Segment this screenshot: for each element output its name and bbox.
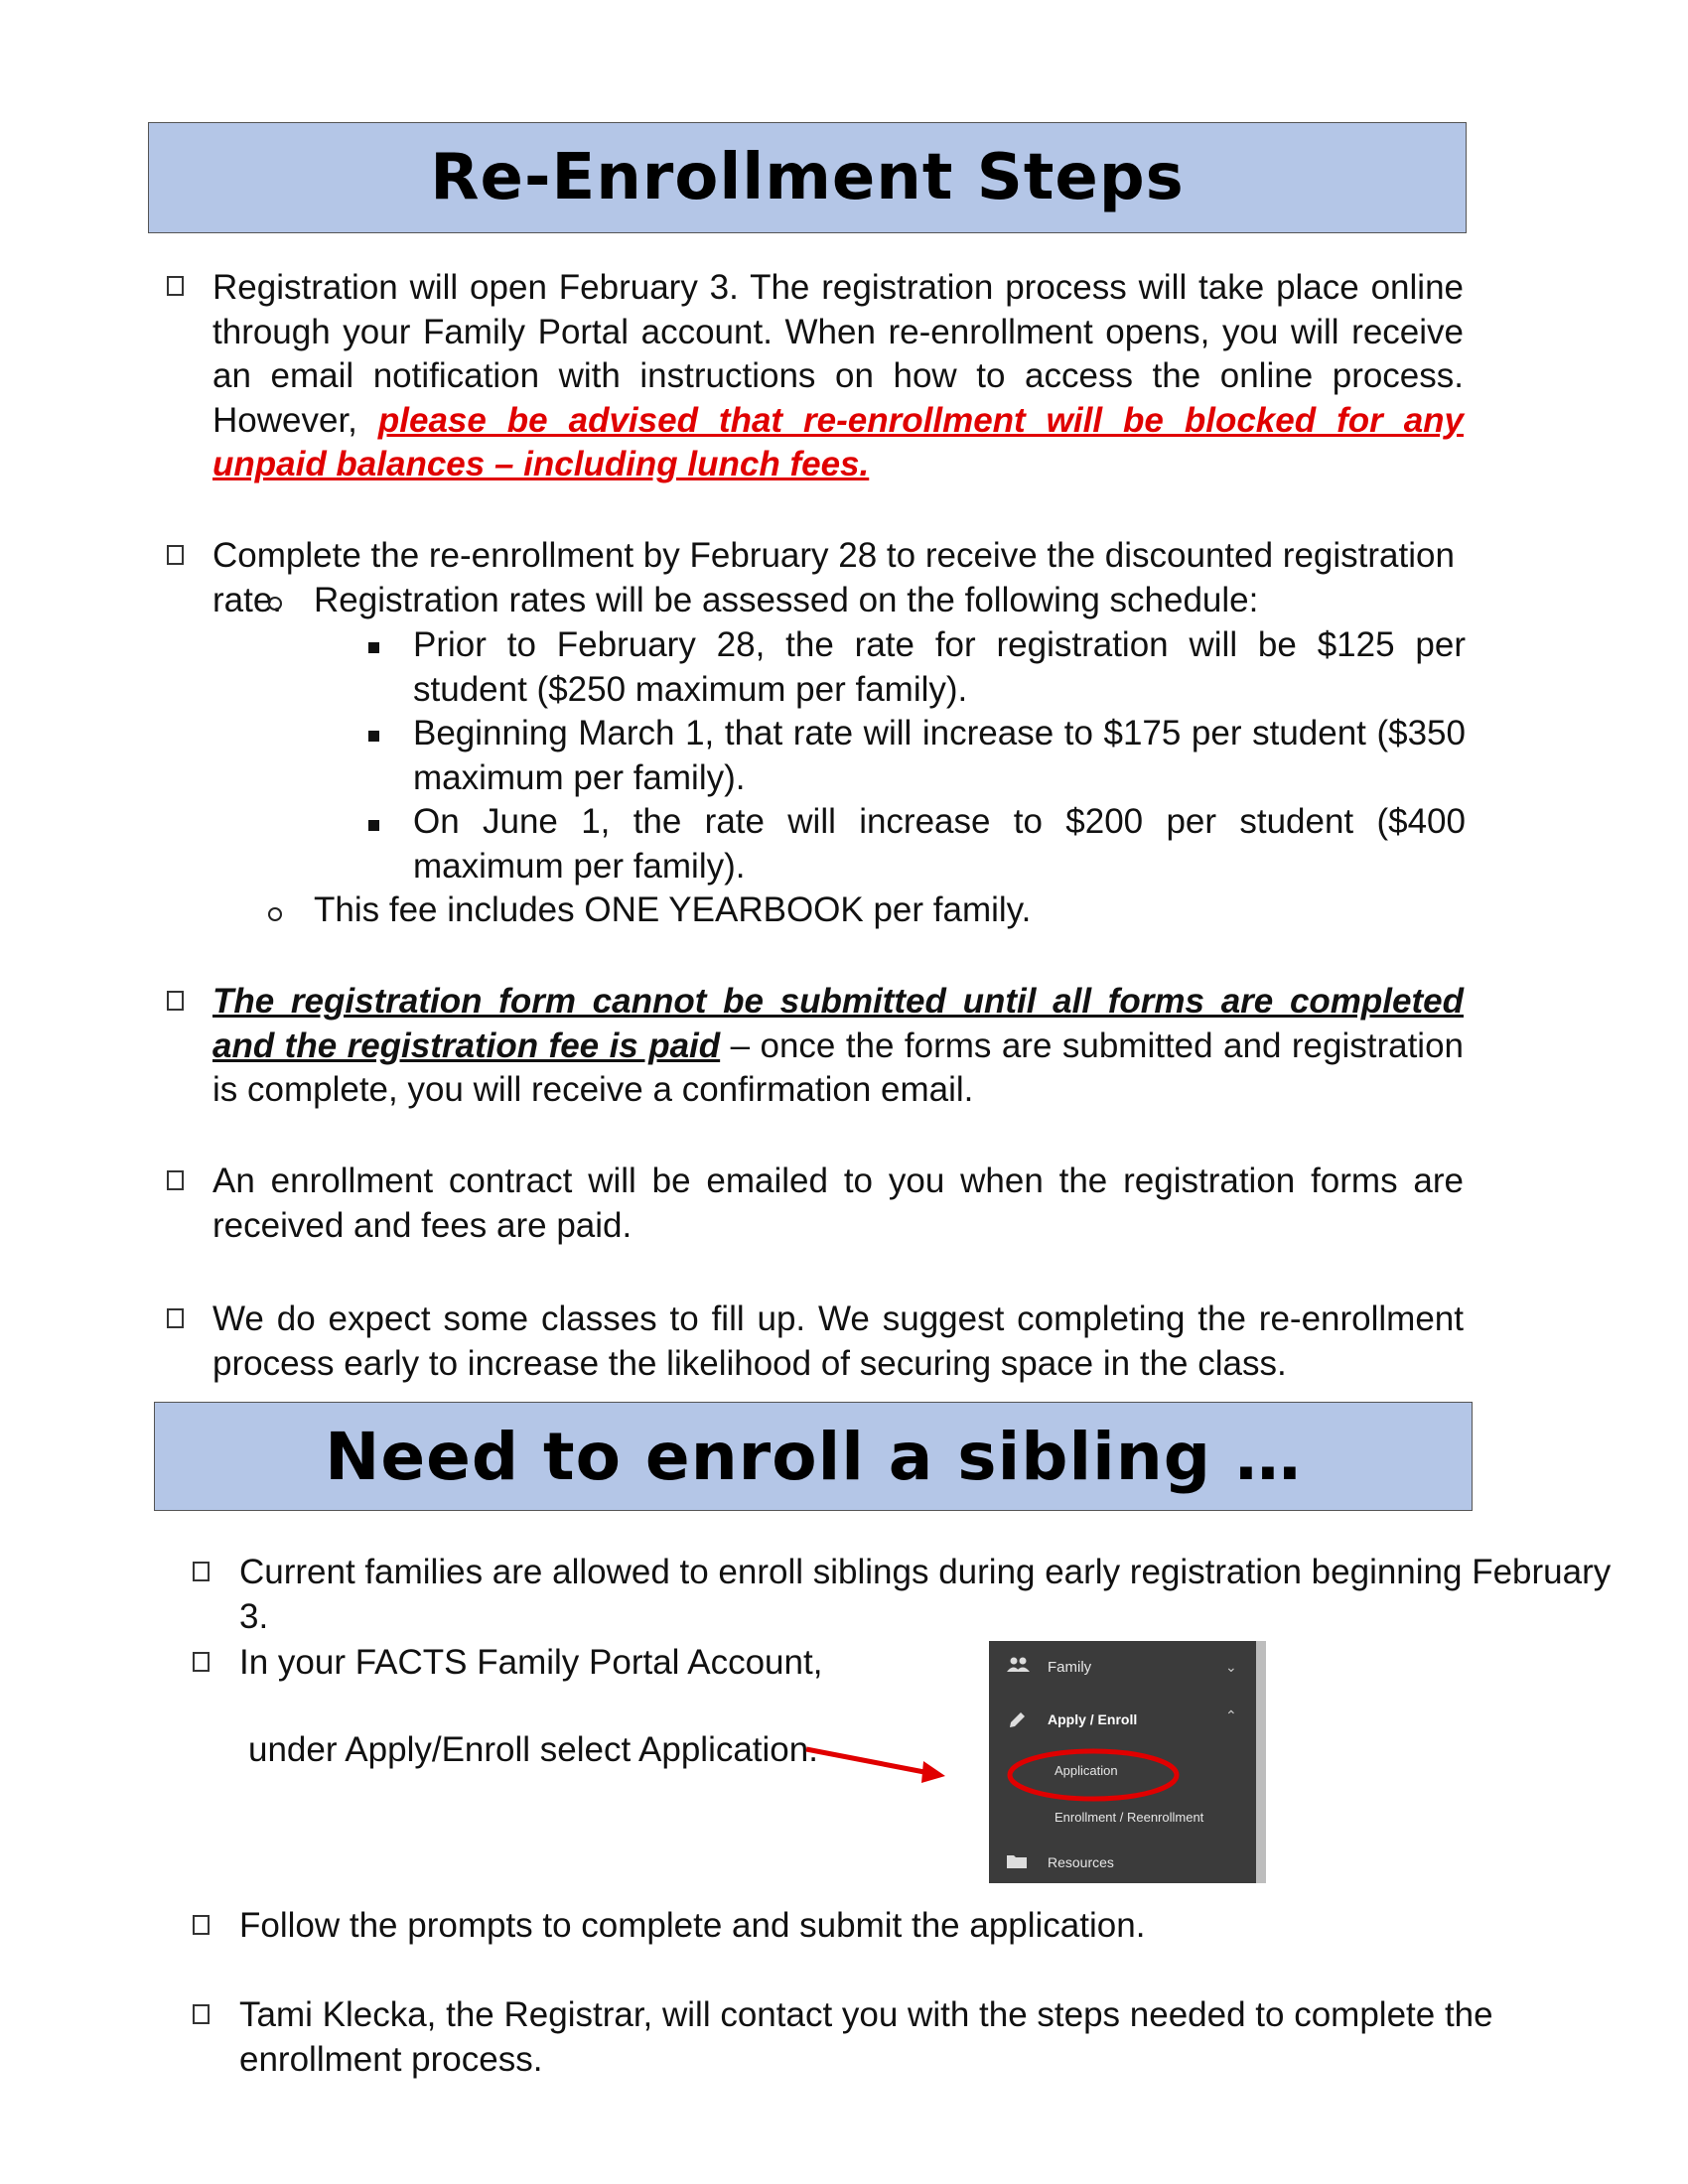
menu-item-apply-enroll[interactable]: Apply / Enroll ⌃ <box>989 1699 1256 1748</box>
checkbox[interactable] <box>193 1562 210 1581</box>
chevron-up-icon: ⌃ <box>1225 1707 1237 1723</box>
rate-bullet <box>368 642 379 653</box>
checkbox[interactable] <box>167 1170 184 1190</box>
rate-bullet <box>368 731 379 742</box>
portal-instruction-line1: In your FACTS Family Portal Account, <box>239 1643 823 1682</box>
checkbox[interactable] <box>167 1308 184 1328</box>
section-title: Re-Enrollment Steps <box>430 141 1185 214</box>
people-icon <box>1007 1657 1031 1673</box>
pencil-icon <box>1007 1710 1027 1730</box>
sub-bullet <box>268 597 282 611</box>
checkbox[interactable] <box>167 276 184 296</box>
portal-instruction-line2: under Apply/Enroll select Application. <box>248 1730 818 1769</box>
sibling-early-registration: Current families are allowed to enroll siblings during early registration beginning February 3. <box>239 1553 1612 1636</box>
sub-bullet <box>268 907 282 921</box>
checkbox[interactable] <box>193 2004 210 2024</box>
menu-item-enrollment[interactable]: Enrollment / Reenrollment <box>1055 1810 1204 1825</box>
menu-item-resources[interactable]: Resources <box>989 1838 1256 1883</box>
checkbox[interactable] <box>193 1915 210 1935</box>
follow-prompts: Follow the prompts to complete and submit the application. <box>239 1906 1146 1945</box>
chevron-down-icon: ⌄ <box>1225 1659 1237 1675</box>
step-classes-fill-up: We do expect some classes to fill up. We suggest completing the re-enrollment process early to increase the likelihood of securing space in the class. <box>212 1299 1464 1383</box>
step-complete-by-deadline: Complete the re-enrollment by February 28 to receive the discounted registration rate. <box>212 536 1455 619</box>
submission-requirement: The registration form cannot be submitted until all forms are completed and the registration fee is paid <box>212 982 1464 1065</box>
section-banner-sibling <box>154 1402 1473 1511</box>
rate-item: Prior to February 28, the rate for registration will be $125 per student ($250 maximum per family). <box>413 625 1466 709</box>
step-registration-opens: Registration will open February 3. The registration process will take place online through your Family Portal account. When re-enrollment opens, you will receive an email notification with instructions on how to access the online process. However, please be advised that re-enrollment will be blocked for any unpaid balances – including lunch fees. <box>212 268 1465 483</box>
unpaid-balance-warning: please be advised that re-enrollment will be blocked for any unpaid balances – including lunch fees. <box>212 400 1465 483</box>
menu-item-application[interactable]: Application <box>1055 1763 1118 1778</box>
section-banner-re-enrollment <box>148 122 1467 233</box>
rates-schedule-intro: Registration rates will be assessed on the following schedule: <box>314 581 1259 619</box>
menu-item-family[interactable]: Family ⌄ <box>989 1641 1256 1699</box>
red-arrow-icon <box>802 1741 951 1787</box>
portal-menu-screenshot <box>989 1641 1266 1883</box>
folder-icon <box>1007 1853 1027 1869</box>
rate-item: On June 1, the rate will increase to $200 per student ($400 maximum per family). <box>413 802 1466 886</box>
registrar-contact: Tami Klecka, the Registrar, will contact you with the steps needed to complete the enrollment process. <box>239 1995 1493 2079</box>
highlight-circle-icon <box>1004 1747 1183 1805</box>
yearbook-note: This fee includes ONE YEARBOOK per family. <box>314 890 1032 929</box>
checkbox[interactable] <box>193 1652 210 1672</box>
section-title: Need to enroll a sibling … <box>325 1418 1302 1495</box>
rate-bullet <box>368 820 379 831</box>
checkbox[interactable] <box>167 545 184 565</box>
step-submit-forms: The registration form cannot be submitted until all forms are completed and the registration fee is paid – once the forms are submitted and registration is complete, you will receive a confirmation email. <box>212 982 1464 1109</box>
checkbox[interactable] <box>167 991 184 1011</box>
rate-item: Beginning March 1, that rate will increase to $175 per student ($350 maximum per family). <box>413 714 1466 797</box>
step-enrollment-contract: An enrollment contract will be emailed to you when the registration forms are received and fees are paid. <box>212 1161 1464 1245</box>
